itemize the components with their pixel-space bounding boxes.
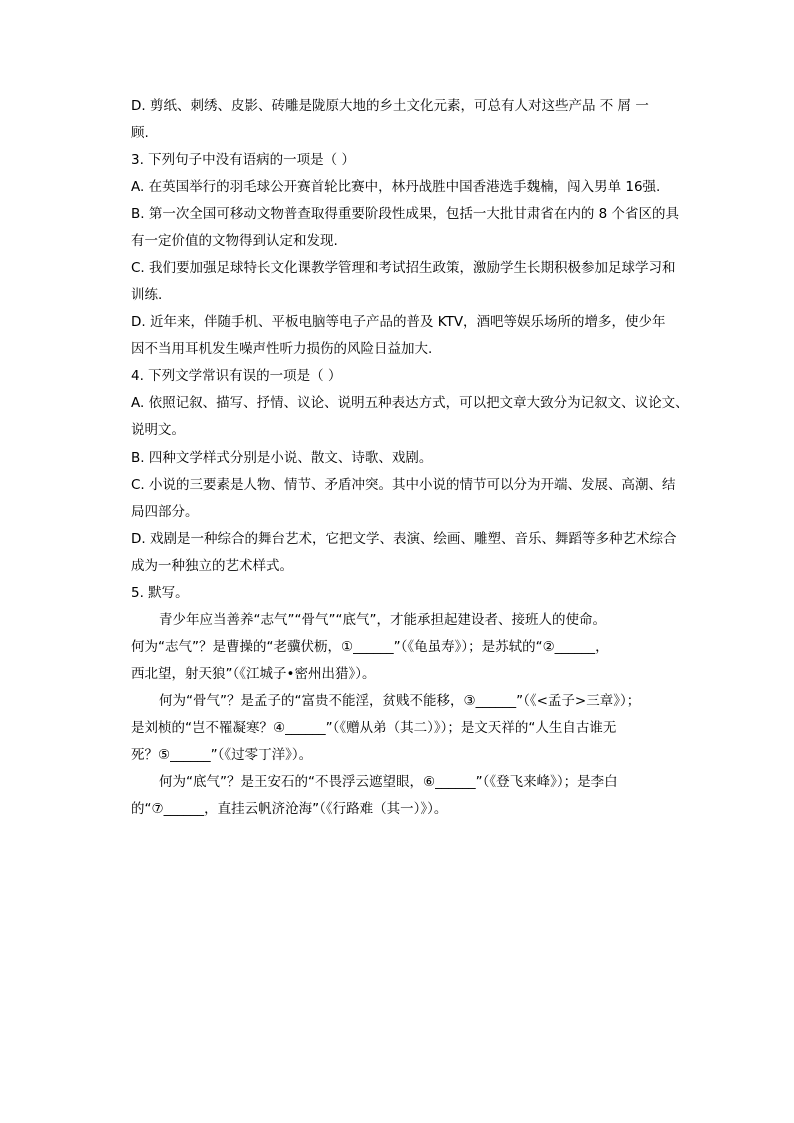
q3-option-b-line-1: B. 第一次全国可移动文物普查取得重要阶段性成果，包括一大批甘肃省在内的 8 个省区的具 [131,206,680,222]
q4-option-c-line-2: 局四部分。 [131,504,199,520]
q3-option-a: A. 在英国举行的羽毛球公开赛首轮比赛中，林丹战胜中国香港选手魏楠，闯入男单 16强. [131,179,661,195]
option-d-line-2: 顾. [131,125,149,141]
q4-option-a-line-2: 说明文。 [131,422,185,438]
q5-guqi-line-3: 死？⑤______”（《过零丁洋》）。 [131,747,313,763]
q5-diqi-line-1: 何为“底气”？是王安石的“不畏浮云遮望眼，⑥______”（《登飞来峰》）；是李白 [159,774,618,790]
q4-option-a-line-1: A. 依照记叙、描写、抒情、议论、说明五种表达方式，可以把文章大致分为记叙文、议论文、 [131,395,689,411]
q3-option-c-line-1: C. 我们要加强足球特长文化课教学管理和考试招生政策，激励学生长期积极参加足球学习和 [131,260,676,276]
q3-option-d-line-2: 因不当用耳机发生噪声性听力损伤的风险日益加大. [131,341,433,357]
question-4-title: 4. 下列文学常识有误的一项是（ ） [131,368,342,384]
q3-option-c-line-2: 训练. [131,287,163,303]
option-d-line-1: D. 剪纸、刺绣、皮影、砖雕是陇原大地的乡土文化元素，可总有人对这些产品 不 屑 一 [131,98,649,114]
q4-option-b: B. 四种文学样式分别是小说、散文、诗歌、戏剧。 [131,450,433,466]
q5-guqi-line-2: 是刘桢的“岂不罹凝寒？④______”（《赠从弟（其二）》）；是文天祥的“人生自古谁无 [131,720,617,736]
q5-zhiqi-line-2: 西北望，射天狼”（《江城子•密州出猎》）。 [131,666,376,682]
q5-guqi-line-1: 何为“骨气”？是孟子的“富贵不能淫，贫贱不能移，③______”（《<孟子>三章》）； [159,693,641,709]
q3-option-d-line-1: D. 近年来，伴随手机、平板电脑等电子产品的普及 KTV，酒吧等娱乐场所的增多，使少年 [131,314,666,330]
question-5-title: 5. 默写。 [131,585,189,601]
q5-intro: 青少年应当善养“志气”“骨气”“底气”，才能承担起建设者、接班人的使命。 [159,612,606,628]
q3-option-b-line-2: 有一定价值的文物得到认定和发现. [131,233,338,249]
q4-option-d-line-2: 成为一种独立的艺术样式。 [131,558,293,574]
q5-diqi-line-2: 的“⑦______，直挂云帆济沧海”（《行路难（其一）》）。 [131,801,448,817]
q4-option-d-line-1: D. 戏剧是一种综合的舞台艺术，它把文学、表演、绘画、雕塑、音乐、舞蹈等多种艺术综合 [131,531,677,547]
q5-zhiqi-line-1: 何为“志气”？是曹操的“老骥伏枥，①______”（《龟虽寿》）；是苏轼的“②______， [131,639,609,655]
question-3-title: 3. 下列句子中没有语病的一项是（ ） [131,152,355,168]
q4-option-c-line-1: C. 小说的三要素是人物、情节、矛盾冲突。其中小说的情节可以分为开端、发展、高潮、结 [131,477,676,493]
